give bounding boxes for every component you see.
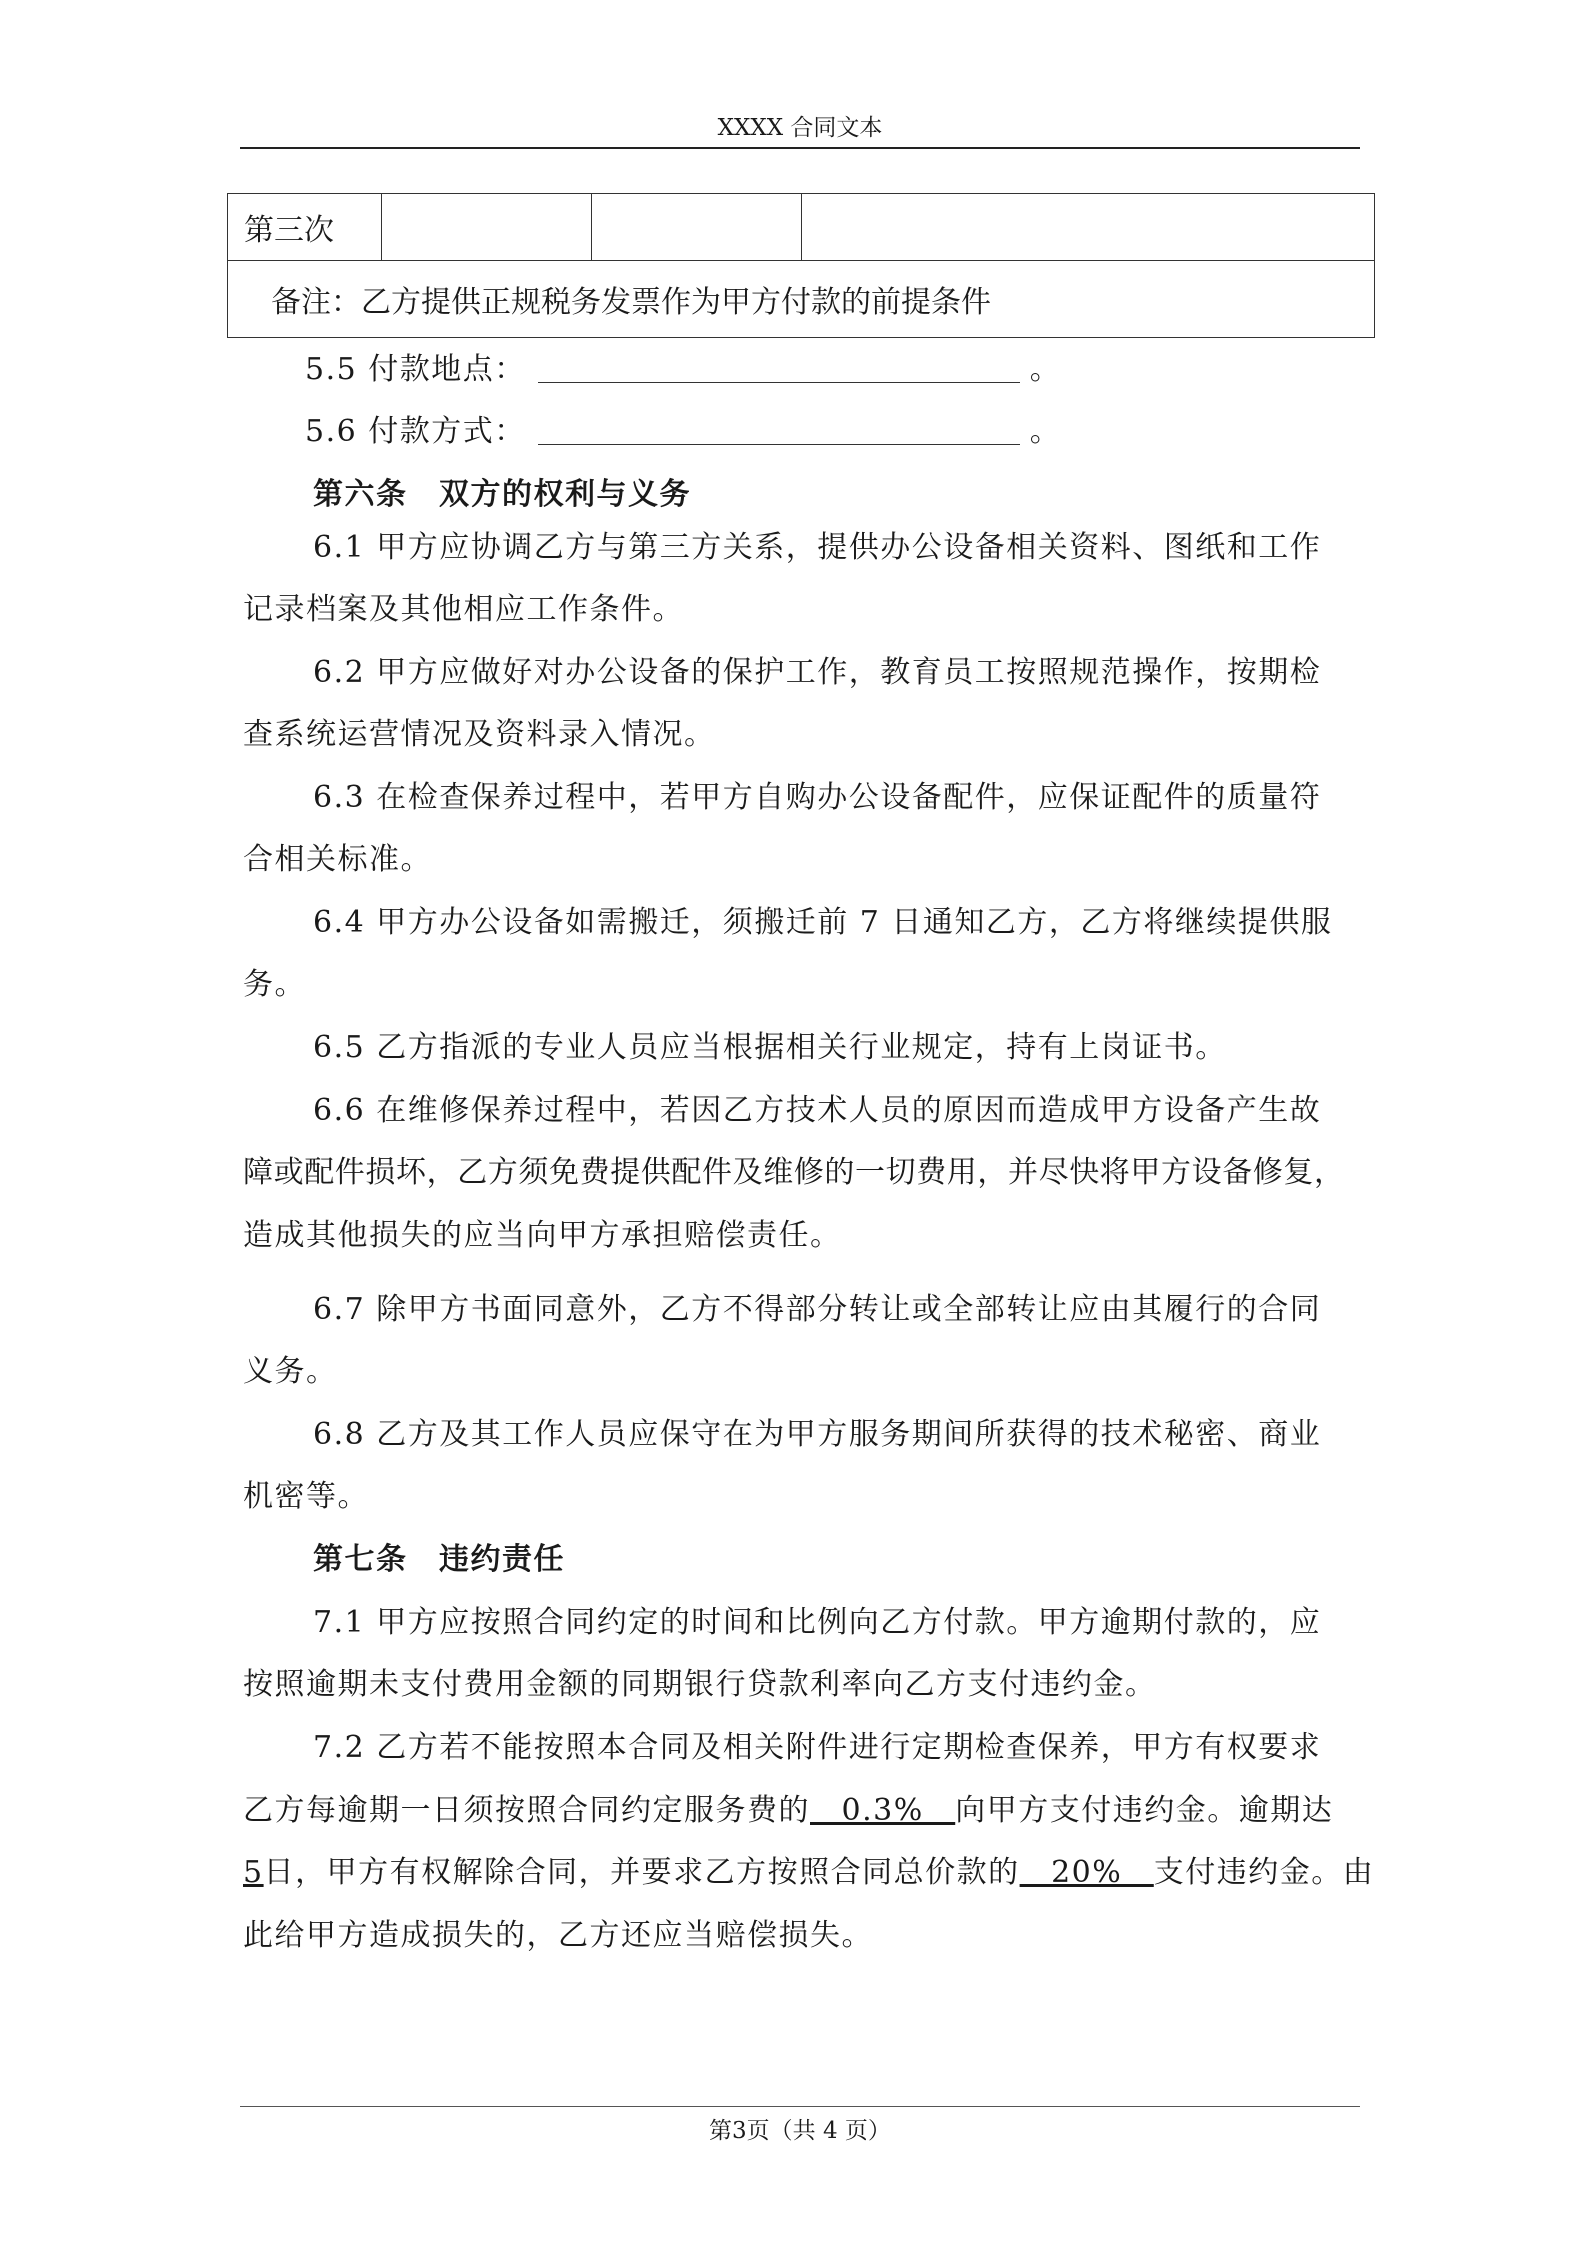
payment-method-end: 。 <box>1029 414 1062 449</box>
payment-schedule-table <box>227 193 1375 338</box>
table-cell <box>382 194 592 261</box>
article6-p8-line1: 6.8 乙方及其工作人员应保守在为甲方服务期间所获得的技术秘密、商业 <box>313 1417 1322 1452</box>
penalty-percent-value: 20% <box>1019 1855 1154 1890</box>
penalty-rate-value: 0.3% <box>810 1793 956 1828</box>
article6-p3-line2: 合相关标准。 <box>243 842 432 877</box>
payment-method-blank <box>538 416 1020 445</box>
article6-p7-line2: 义务。 <box>243 1354 338 1389</box>
overdue-days-value: 5 <box>243 1855 264 1890</box>
article7-p1-line2: 按照逾期未支付费用金额的同期银行贷款利率向乙方支付违约金。 <box>243 1667 1157 1702</box>
payment-place-line <box>305 350 1423 390</box>
article6-p1-line2: 记录档案及其他相应工作条件。 <box>243 592 684 627</box>
table-row-note <box>228 261 1375 338</box>
payment-place-blank <box>538 354 1020 383</box>
table-cell <box>592 194 802 261</box>
article7-p2-line1: 7.2 乙方若不能按照本合同及相关附件进行定期检查保养，甲方有权要求 <box>313 1730 1322 1765</box>
article6-p4-line2: 务。 <box>243 967 306 1002</box>
page-number: 第3页（共 4 页） <box>709 2118 891 2144</box>
payment-place-label: 5.5 付款地点： <box>305 352 526 387</box>
article6-p1-line1: 6.1 甲方应协调乙方与第三方关系，提供办公设备相关资料、图纸和工作 <box>313 530 1322 565</box>
article6-p5-line1: 6.5 乙方指派的专业人员应当根据相关行业规定，持有上岗证书。 <box>313 1030 1227 1065</box>
payment-method-label: 5.6 付款方式： <box>305 414 526 449</box>
article7-p2-line3 <box>243 1853 1375 1893</box>
footer-rule <box>240 2106 1360 2107</box>
article7-p2-text: 向甲方支付违约金。逾期达 <box>955 1793 1334 1828</box>
article6-p8-line2: 机密等。 <box>243 1479 369 1514</box>
payment-method-line <box>305 412 1423 452</box>
article7-p1-line1: 7.1 甲方应按照合同约定的时间和比例向乙方付款。甲方逾期付款的，应 <box>313 1605 1322 1640</box>
article6-title: 第六条 双方的权利与义务 <box>313 477 691 512</box>
article7-p2-text: 日，甲方有权解除合同，并要求乙方按照合同总价款的 <box>263 1855 1020 1890</box>
article6-p2-line1: 6.2 甲方应做好对办公设备的保护工作，教育员工按照规范操作，按期检 <box>313 655 1322 690</box>
article6-p6-line3: 造成其他损失的应当向甲方承担赔偿责任。 <box>243 1218 842 1253</box>
article6-p7-line1: 6.7 除甲方书面同意外，乙方不得部分转让或全部转让应由其履行的合同 <box>313 1292 1322 1327</box>
header-rule <box>240 147 1360 149</box>
article7-p2-text: 支付违约金。由 <box>1153 1855 1375 1890</box>
article6-p4-line1: 6.4 甲方办公设备如需搬迁，须搬迁前 7 日通知乙方，乙方将继续提供服 <box>313 905 1333 940</box>
table-cell <box>802 194 1375 261</box>
table-cell-installment: 第三次 <box>228 194 382 261</box>
payment-place-end: 。 <box>1029 352 1062 387</box>
table-row <box>228 194 1375 261</box>
article7-title: 第七条 违约责任 <box>313 1542 565 1577</box>
article6-p6-line2: 障或配件损坏，乙方须免费提供配件及维修的一切费用，并尽快将甲方设备修复， <box>243 1155 1345 1190</box>
article7-p2-line2 <box>243 1791 1361 1831</box>
article6-p6-line1: 6.6 在维修保养过程中，若因乙方技术人员的原因而造成甲方设备产生故 <box>313 1093 1322 1128</box>
table-note: 备注：乙方提供正规税务发票作为甲方付款的前提条件 <box>228 261 1375 338</box>
article6-p3-line1: 6.3 在检查保养过程中，若甲方自购办公设备配件，应保证配件的质量符 <box>313 780 1322 815</box>
article6-p2-line2: 查系统运营情况及资料录入情况。 <box>243 717 716 752</box>
header-title: XXXX 合同文本 <box>717 115 883 141</box>
article7-p2-line4: 此给甲方造成损失的，乙方还应当赔偿损失。 <box>243 1918 873 1953</box>
article7-p2-text: 乙方每逾期一日须按照合同约定服务费的 <box>243 1793 810 1828</box>
